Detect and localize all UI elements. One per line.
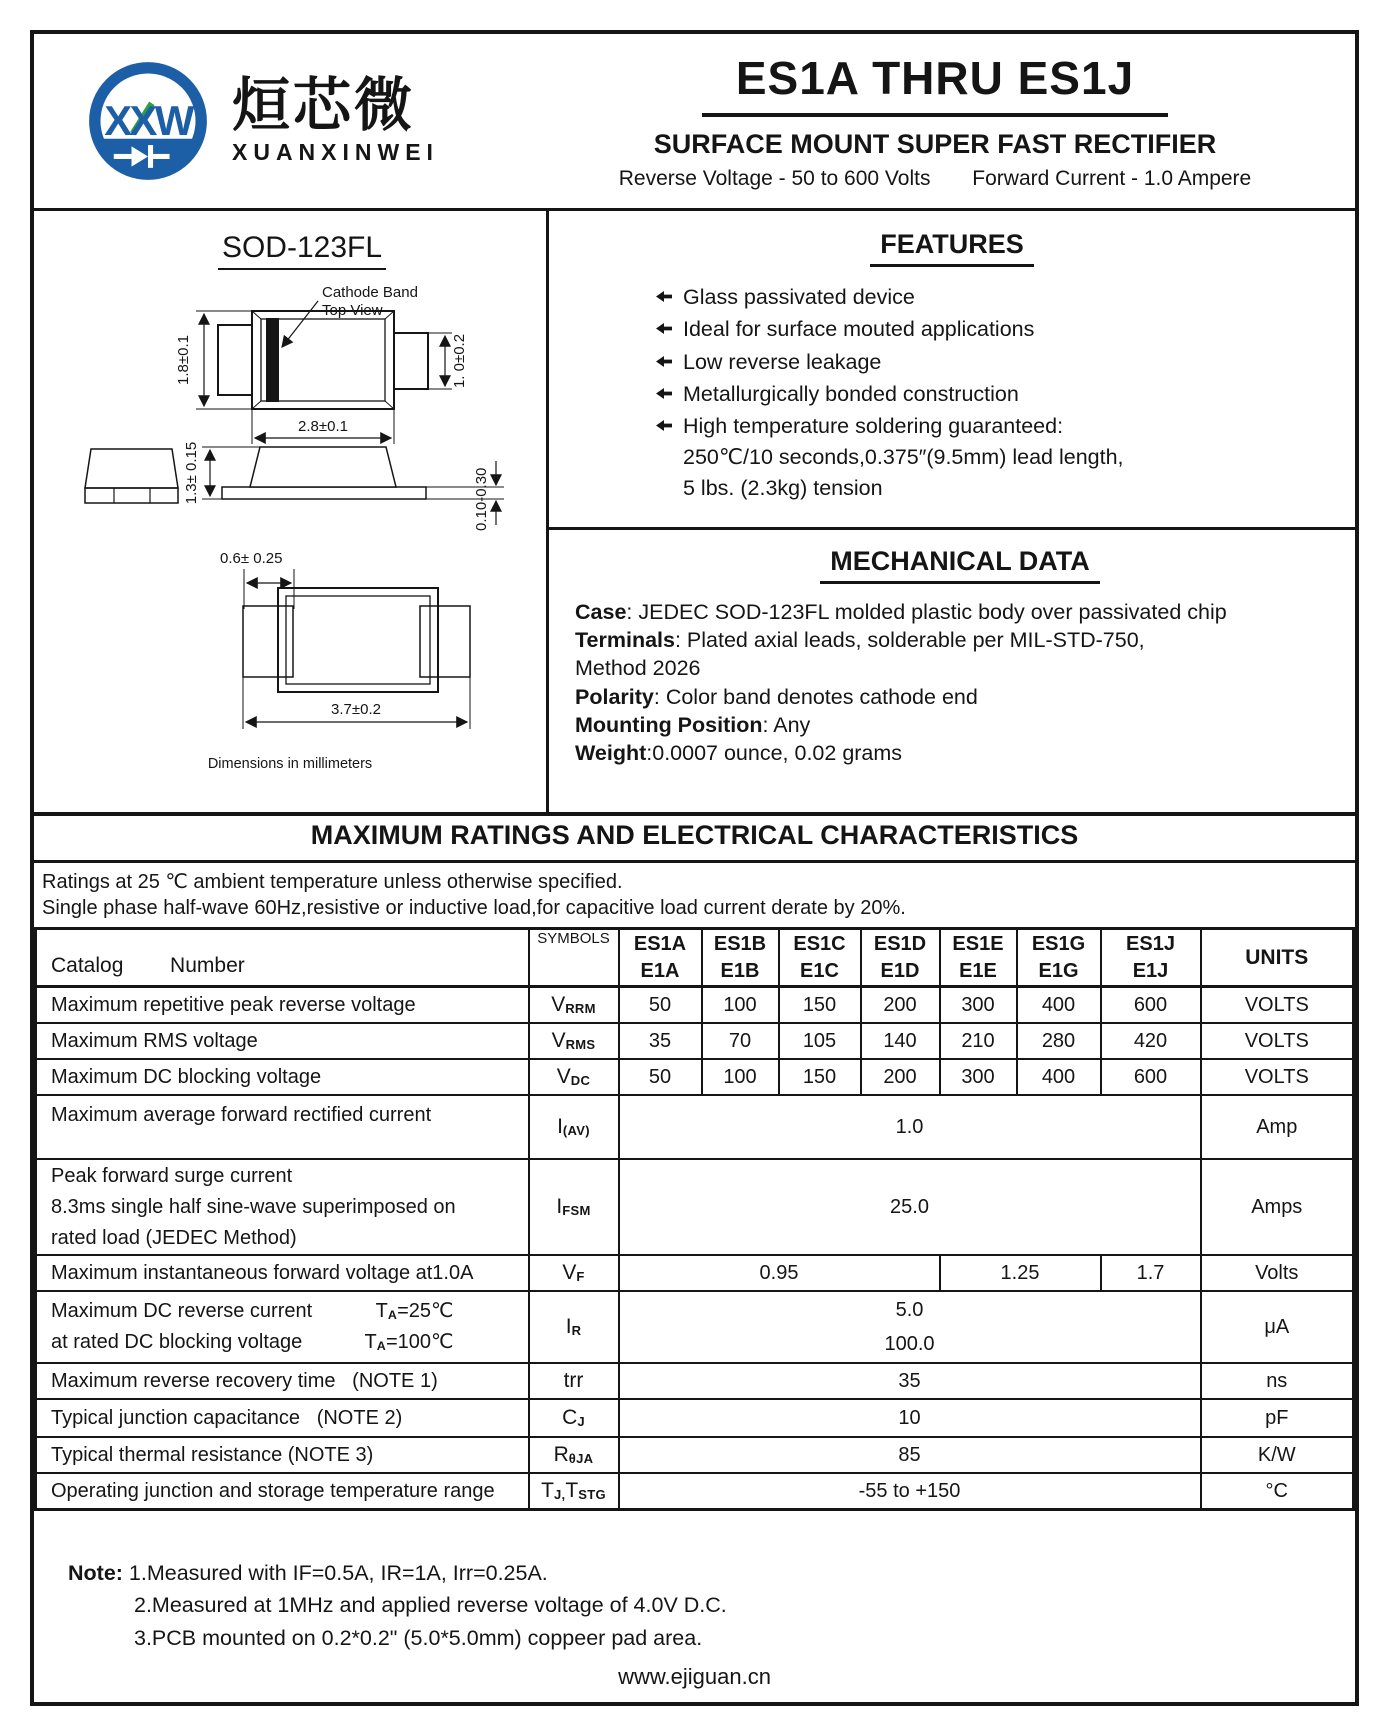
value-cell: 210 bbox=[940, 1023, 1017, 1059]
feature-text: Ideal for surface mouted applications bbox=[683, 317, 1035, 342]
part-column-header: ES1D E1D bbox=[861, 929, 940, 987]
unit-cell: ns bbox=[1201, 1363, 1354, 1399]
parameter-cell: Maximum repetitive peak reverse voltage bbox=[36, 987, 529, 1024]
tagline bbox=[539, 167, 1331, 191]
feature-text: Metallurgically bonded construction bbox=[683, 381, 1019, 406]
value-cell: 300 bbox=[940, 987, 1017, 1024]
note-label: Note: bbox=[68, 1561, 123, 1586]
value-cell: 600 bbox=[1101, 1059, 1201, 1095]
value-cell: 100 bbox=[702, 1059, 779, 1095]
brand-name-cn: 烜芯微 bbox=[232, 73, 416, 139]
table-row bbox=[36, 1159, 1354, 1255]
unit-cell: Amp bbox=[1201, 1095, 1354, 1159]
notes bbox=[68, 1557, 1355, 1654]
symbol-cell: VDC bbox=[529, 1059, 619, 1095]
feature-item bbox=[656, 281, 1343, 313]
logo-monogram: XXW bbox=[104, 96, 192, 144]
unit-cell: VOLTS bbox=[1201, 987, 1354, 1024]
value-cell: 50 bbox=[619, 1059, 702, 1095]
ratings-intro-line-2: Single phase half-wave 60Hz,resistive or inductive load,for capacitive load current derate by 20%. bbox=[42, 896, 906, 919]
feature-item bbox=[656, 378, 1343, 410]
parameter-cell: Operating junction and storage temperature range bbox=[36, 1473, 529, 1510]
symbol-cell: IR bbox=[529, 1291, 619, 1363]
symbol-cell: IFSM bbox=[529, 1159, 619, 1255]
package-figure bbox=[34, 211, 549, 812]
value-cell: 85 bbox=[619, 1437, 1201, 1473]
product-subtitle: SURFACE MOUNT SUPER FAST RECTIFIER bbox=[653, 129, 1217, 159]
value-cell: 50 bbox=[619, 987, 702, 1024]
title-block bbox=[539, 51, 1355, 191]
symbol-cell: trr bbox=[529, 1363, 619, 1399]
mechanical-line: Case: JEDEC SOD-123FL molded plastic body over passivated chip bbox=[575, 599, 1227, 624]
dim-body-length-label: 2.8±0.1 bbox=[298, 418, 348, 435]
part-column-header: ES1G E1G bbox=[1017, 929, 1101, 987]
parameter-cell: Peak forward surge current 8.3ms single half sine-wave superimposed on rated load (JEDEC Method) bbox=[36, 1159, 529, 1255]
value-cell: -55 to +150 bbox=[619, 1473, 1201, 1510]
unit-cell: Amps bbox=[1201, 1159, 1354, 1255]
table-row bbox=[36, 987, 1354, 1024]
parameter-cell: Maximum instantaneous forward voltage at1.0A bbox=[36, 1255, 529, 1291]
unit-cell: VOLTS bbox=[1201, 1059, 1354, 1095]
part-range-title: ES1A THRU ES1J bbox=[702, 51, 1168, 117]
unit-cell: K/W bbox=[1201, 1437, 1354, 1473]
feature-text: Glass passivated device bbox=[683, 285, 915, 309]
dim-body-width-label: 1.8±0.1 bbox=[175, 335, 192, 385]
table-header-row bbox=[36, 929, 1354, 987]
logo-mark-icon bbox=[72, 57, 224, 185]
arrow-bullet-icon bbox=[656, 388, 673, 399]
mechanical-line: Polarity: Color band denotes cathode end bbox=[575, 684, 978, 709]
table-row bbox=[36, 1437, 1354, 1473]
value-cell: 70 bbox=[702, 1023, 779, 1059]
table-row bbox=[36, 1059, 1354, 1095]
table-row bbox=[36, 1291, 1354, 1363]
unit-cell: Volts bbox=[1201, 1255, 1354, 1291]
arrow-bullet-icon bbox=[656, 291, 673, 302]
dim-standoff-label: 0.10-0.30 bbox=[473, 467, 490, 531]
value-cell: 280 bbox=[1017, 1023, 1101, 1059]
parameter-cell: Maximum DC reverse current TA=25℃ at rated DC blocking voltage TA=100℃ bbox=[36, 1291, 529, 1363]
value-cell: 1.0 bbox=[619, 1095, 1201, 1159]
ratings-intro bbox=[34, 863, 1355, 927]
cathode-band-callout: Cathode Band bbox=[322, 284, 418, 301]
value-cell: 420 bbox=[1101, 1023, 1201, 1059]
value-cell: 0.95 bbox=[619, 1255, 940, 1291]
value-cell: 35 bbox=[619, 1023, 702, 1059]
ratings-table bbox=[34, 927, 1355, 1511]
feature-text: High temperature soldering guaranteed: bbox=[683, 414, 1064, 438]
value-cell: 400 bbox=[1017, 987, 1101, 1024]
dim-height-label: 1.3± 0.15 bbox=[183, 441, 200, 505]
table-row bbox=[36, 1399, 1354, 1437]
parameter-cell: Maximum average forward rectified current bbox=[36, 1095, 529, 1159]
value-cell: 10 bbox=[619, 1399, 1201, 1437]
note-line bbox=[68, 1557, 1355, 1589]
header bbox=[34, 34, 1355, 211]
table-row bbox=[36, 1023, 1354, 1059]
part-column-header: ES1B E1B bbox=[702, 929, 779, 987]
symbol-cell: VRMS bbox=[529, 1023, 619, 1059]
brand-names bbox=[232, 73, 439, 166]
table-row bbox=[36, 1255, 1354, 1291]
value-cell: 200 bbox=[861, 1059, 940, 1095]
table-row bbox=[36, 1363, 1354, 1399]
mechanical-line: Method 2026 bbox=[575, 656, 701, 681]
table-row bbox=[36, 1095, 1354, 1159]
tagline-forward-current: Forward Current - 1.0 Ampere bbox=[972, 167, 1252, 190]
note-text-2: 2.Measured at 1MHz and applied reverse voltage of 4.0V D.C. bbox=[134, 1593, 727, 1618]
value-cell: 150 bbox=[779, 987, 861, 1024]
main-columns bbox=[34, 211, 1355, 812]
value-cell: 1.7 bbox=[1101, 1255, 1201, 1291]
part-column-header: ES1J E1J bbox=[1101, 929, 1201, 987]
unit-cell: μA bbox=[1201, 1291, 1354, 1363]
dim-lead-width-label: 1. 0±0.2 bbox=[451, 333, 468, 389]
mechanical-title: MECHANICAL DATA bbox=[820, 546, 1099, 584]
symbol-cell: CJ bbox=[529, 1399, 619, 1437]
dimensions-caption: Dimensions in millimeters bbox=[207, 756, 373, 772]
symbol-cell: I(AV) bbox=[529, 1095, 619, 1159]
value-cell: 150 bbox=[779, 1059, 861, 1095]
top-view-callout: Top View bbox=[322, 302, 383, 319]
feature-item bbox=[656, 410, 1343, 442]
symbols-header: SYMBOLS bbox=[529, 929, 619, 987]
brand-logo bbox=[34, 57, 539, 185]
mechanical-line: Terminals: Plated axial leads, solderable per MIL-STD-750, bbox=[575, 627, 1145, 652]
value-cell: 400 bbox=[1017, 1059, 1101, 1095]
parameter-cell: Maximum reverse recovery time (NOTE 1) bbox=[36, 1363, 529, 1399]
feature-item bbox=[656, 346, 1343, 378]
value-cell: 140 bbox=[861, 1023, 940, 1059]
mechanical-lines bbox=[575, 598, 1345, 768]
unit-cell: VOLTS bbox=[1201, 1023, 1354, 1059]
table-row bbox=[36, 1473, 1354, 1510]
value-cell: 25.0 bbox=[619, 1159, 1201, 1255]
arrow-bullet-icon bbox=[656, 323, 673, 334]
tagline-reverse-voltage: Reverse Voltage - 50 to 600 Volts bbox=[618, 167, 931, 190]
value-cell: 200 bbox=[861, 987, 940, 1024]
unit-cell: °C bbox=[1201, 1473, 1354, 1510]
page-frame bbox=[30, 30, 1359, 1706]
arrow-bullet-icon bbox=[656, 420, 673, 431]
package-outline-drawing bbox=[34, 211, 546, 811]
part-column-header: ES1E E1E bbox=[940, 929, 1017, 987]
dim-overall-length-label: 3.7±0.2 bbox=[331, 701, 381, 718]
features-title: FEATURES bbox=[870, 229, 1034, 267]
note-text-3: 3.PCB mounted on 0.2*0.2" (5.0*5.0mm) coppeer pad area. bbox=[134, 1625, 703, 1650]
value-cell: 5.0 100.0 bbox=[619, 1291, 1201, 1363]
value-cell: 35 bbox=[619, 1363, 1201, 1399]
arrow-bullet-icon bbox=[656, 356, 673, 367]
package-name-label: SOD-123FL bbox=[221, 231, 383, 264]
right-column bbox=[549, 211, 1355, 812]
parameter-cell: Typical junction capacitance (NOTE 2) bbox=[36, 1399, 529, 1437]
part-column-header: ES1C E1C bbox=[779, 929, 861, 987]
symbol-cell: VF bbox=[529, 1255, 619, 1291]
part-column-header: ES1A E1A bbox=[619, 929, 702, 987]
parameter-cell: Maximum RMS voltage bbox=[36, 1023, 529, 1059]
mechanical-section bbox=[549, 530, 1355, 778]
feature-continuation-line: 5 lbs. (2.3kg) tension bbox=[683, 476, 883, 501]
features-section bbox=[549, 211, 1355, 530]
feature-continuation-line: 250℃/10 seconds,0.375″(9.5mm) lead length, bbox=[683, 445, 1124, 470]
feature-item bbox=[656, 313, 1343, 345]
symbol-cell: TJ,TSTG bbox=[529, 1473, 619, 1510]
units-header: UNITS bbox=[1201, 929, 1354, 987]
value-cell: 105 bbox=[779, 1023, 861, 1059]
mechanical-line: Mounting Position: Any bbox=[575, 713, 811, 738]
features-continuation bbox=[683, 442, 1343, 504]
brand-name-en: XUANXINWEI bbox=[232, 138, 439, 165]
unit-cell: pF bbox=[1201, 1399, 1354, 1437]
ratings-intro-line-1: Ratings at 25 ℃ ambient temperature unless otherwise specified. bbox=[42, 871, 623, 893]
feature-text: Low reverse leakage bbox=[683, 349, 882, 374]
features-list bbox=[656, 281, 1343, 442]
parameter-cell: Typical thermal resistance (NOTE 3) bbox=[36, 1437, 529, 1473]
footer-website: www.ejiguan.cn bbox=[618, 1664, 771, 1689]
symbol-cell: RθJA bbox=[529, 1437, 619, 1473]
catalog-number-header: Catalog Number bbox=[36, 929, 529, 987]
symbol-cell: VRRM bbox=[529, 987, 619, 1024]
parameter-cell: Maximum DC blocking voltage bbox=[36, 1059, 529, 1095]
value-cell: 100 bbox=[702, 987, 779, 1024]
dim-pad-width-label: 0.6± 0.25 bbox=[220, 550, 283, 567]
note-text-1: 1.Measured with IF=0.5A, IR=1A, Irr=0.25A. bbox=[128, 1561, 548, 1586]
value-cell: 600 bbox=[1101, 987, 1201, 1024]
mechanical-line: Weight:0.0007 ounce, 0.02 grams bbox=[575, 741, 903, 766]
value-cell: 1.25 bbox=[940, 1255, 1101, 1291]
value-cell: 300 bbox=[940, 1059, 1017, 1095]
ratings-banner: MAXIMUM RATINGS AND ELECTRICAL CHARACTERISTICS bbox=[34, 812, 1355, 863]
